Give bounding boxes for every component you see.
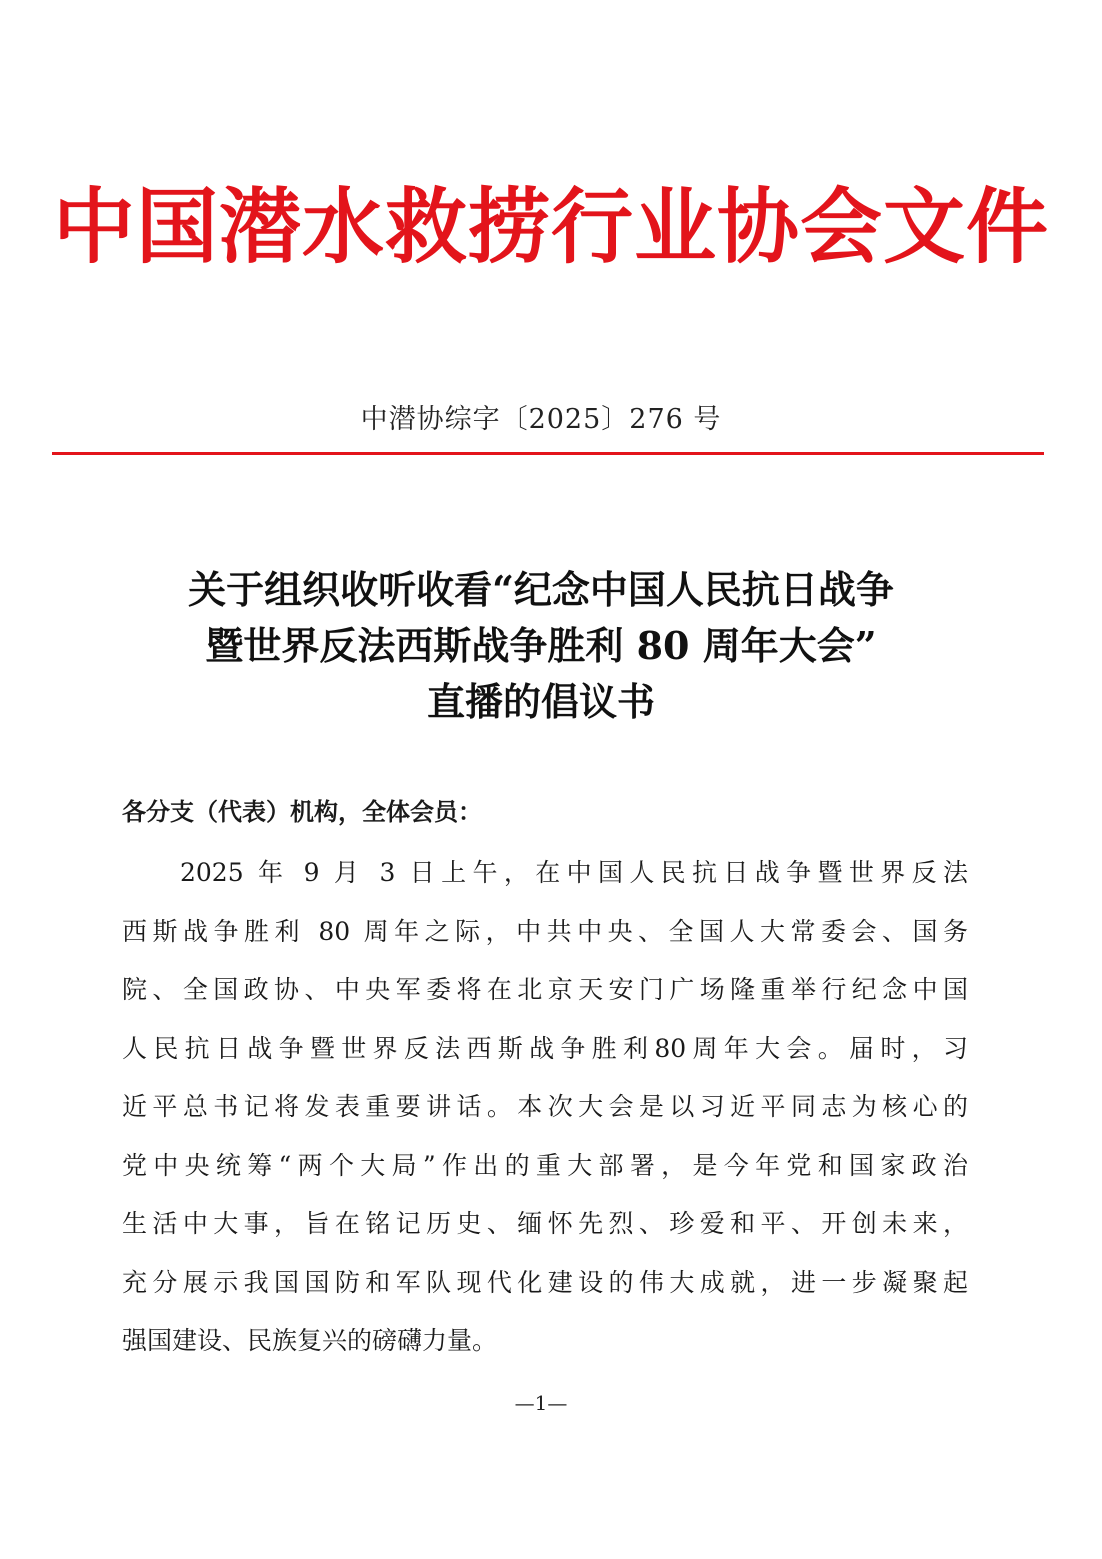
document-title — [0, 562, 1082, 730]
title-line-3: 直播的倡议书 — [426, 679, 655, 724]
body-line: 院、全国政协、中央军委将在北京天安门广场隆重举行纪念中国 — [122, 975, 968, 1004]
body-line: 人民抗日战争暨世界反法西斯战争胜利80周年大会。届时，习 — [122, 1033, 968, 1063]
salutation: 各分支（代表）机构，全体会员： — [122, 797, 482, 826]
body-line: 近平总书记将发表重要讲话。本次大会是以习近平同志为核心的 — [122, 1092, 968, 1121]
masthead-title: 中国潜水救捞行业协会文件 — [52, 180, 1049, 275]
body-line: 充分展示我国国防和军队现代化建设的伟大成就，进一步凝聚起 — [122, 1267, 968, 1297]
document-number: 中潜协综字〔2025〕276 号 — [360, 404, 722, 435]
body-line: 2025 年 9 月 3 日上午，在中国人民抗日战争暨世界反法 — [180, 858, 968, 887]
body-line: 党中央统筹“两个大局”作出的重大部署，是今年党和国家政治 — [122, 1150, 968, 1180]
title-line-1: 关于组织收听收看“纪念中国人民抗日战争 — [188, 567, 894, 612]
body-line: 强国建设、民族复兴的磅礴力量。 — [122, 1326, 498, 1355]
body-line: 生活中大事，旨在铭记历史、缅怀先烈、珍爱和平、开创未来， — [122, 1209, 968, 1238]
title-line-2: 暨世界反法西斯战争胜利 80 周年大会” — [205, 623, 877, 668]
body-line: 西斯战争胜利 80 周年之际，中共中央、全国人大常委会、国务 — [122, 916, 968, 946]
body-paragraph — [122, 844, 968, 1371]
red-divider-rule — [52, 452, 1044, 455]
page-number: —1— — [514, 1391, 568, 1415]
